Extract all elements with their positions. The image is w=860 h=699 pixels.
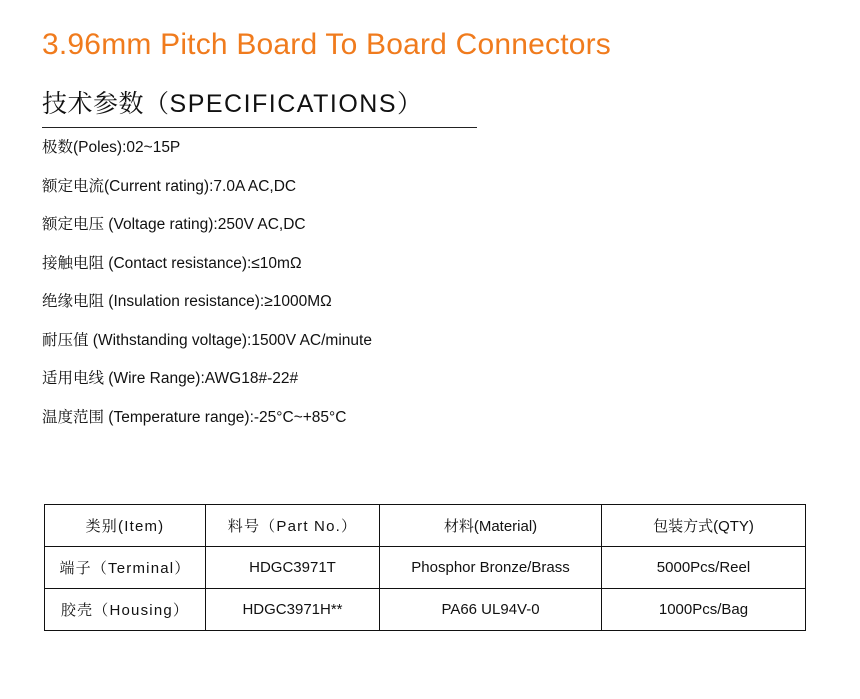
specifications-heading-block [42, 84, 477, 128]
spec-item-wire-range: 适用电线 (Wire Range):AWG18#-22# [42, 370, 299, 387]
table-header-row [45, 505, 806, 547]
specifications-heading [42, 84, 477, 120]
specifications-heading-cn: 技术参数（ [42, 90, 170, 118]
spec-item-contact-resistance: 接触电阻 (Contact resistance):≤10mΩ [42, 254, 302, 272]
specifications-heading-close: ） [397, 90, 423, 118]
cell-item-terminal: 端子（Terminal） [45, 547, 206, 589]
cell-part-no-housing: HDGC3971H** [206, 589, 380, 631]
cell-qty-terminal: 5000Pcs/Reel [602, 547, 806, 589]
cell-material-terminal: Phosphor Bronze/Brass [380, 547, 602, 589]
table-header-material: 材料(Material) [380, 505, 602, 547]
table-header-item: 类别(Item) [45, 505, 206, 547]
cell-material-housing: PA66 UL94V-0 [380, 589, 602, 631]
spec-item-current-rating: 额定电流(Current rating):7.0A AC,DC [42, 177, 297, 195]
cell-item-housing: 胶壳（Housing） [45, 589, 206, 631]
page-title: 3.96mm Pitch Board To Board Connectors [42, 28, 612, 61]
parts-table [44, 504, 806, 631]
spec-item-temperature-range: 温度范围 (Temperature range):-25°C~+85°C [42, 408, 347, 426]
table-row [45, 589, 806, 631]
table-header-part-no: 料号（Part No.） [206, 505, 380, 547]
cell-qty-housing: 1000Pcs/Bag [602, 589, 806, 631]
table-header-qty: 包装方式(QTY) [602, 505, 806, 547]
table-row [45, 547, 806, 589]
spec-item-voltage-rating: 额定电压 (Voltage rating):250V AC,DC [42, 216, 306, 233]
spec-item-insulation-resistance: 绝缘电阻 (Insulation resistance):≥1000MΩ [42, 293, 332, 310]
specifications-heading-en: SPECIFICATIONS [169, 90, 398, 118]
heading-divider [42, 127, 477, 128]
spec-item-poles: 极数(Poles):02~15P [42, 139, 181, 156]
specifications-list [42, 138, 742, 446]
cell-part-no-terminal: HDGC3971T [206, 547, 380, 589]
spec-item-withstanding-voltage: 耐压值 (Withstanding voltage):1500V AC/minute [42, 331, 372, 349]
